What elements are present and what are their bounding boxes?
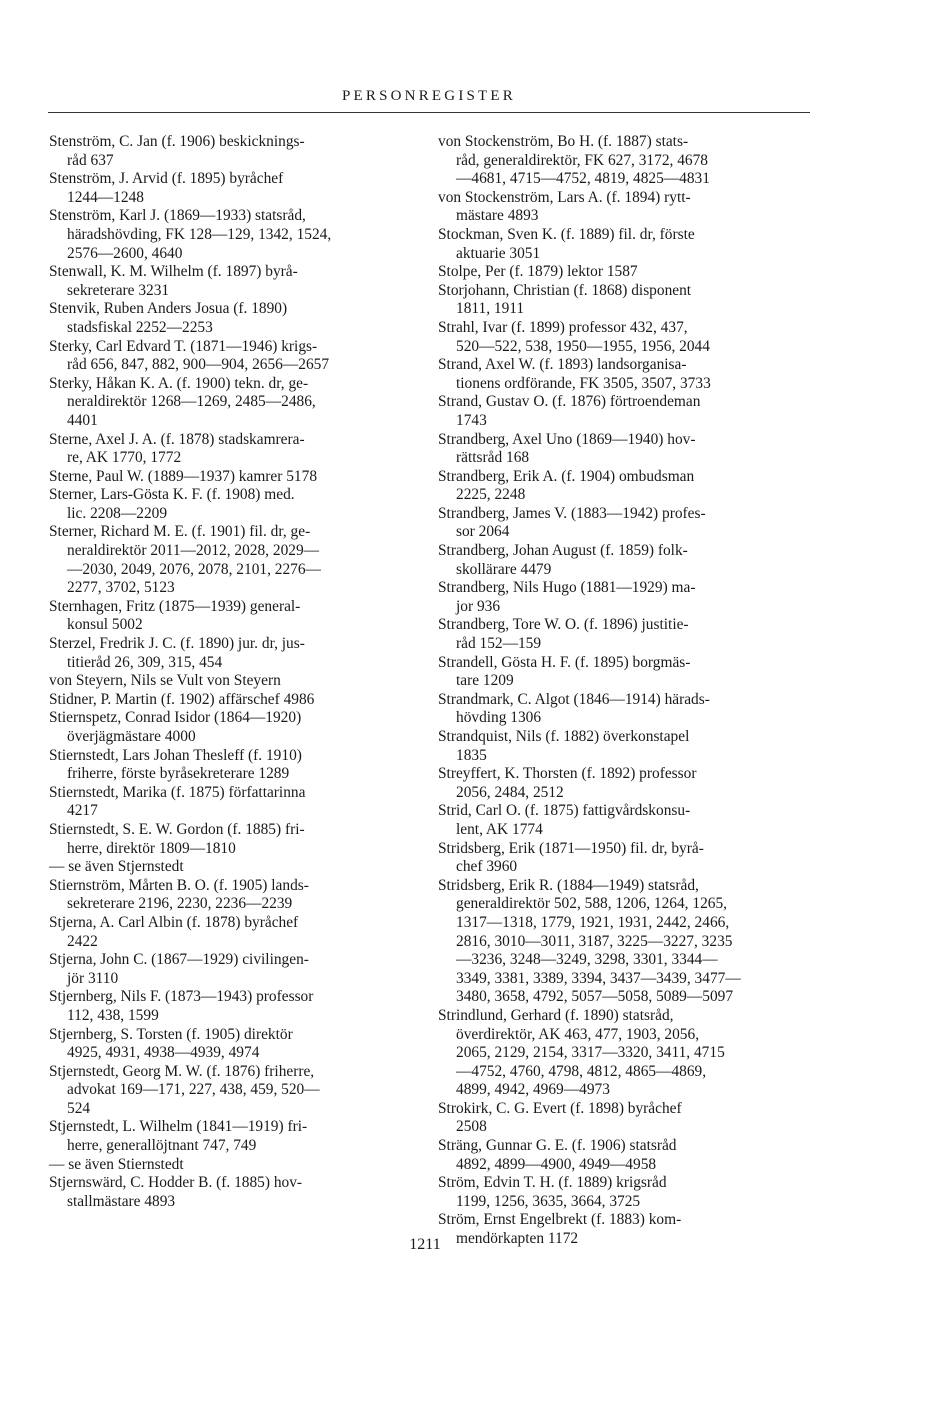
index-entry: Stridsberg, Erik R. (1884—1949) statsråd, generaldirektör 502, 588, 1206, 1264, 1265, 1317—1318, 1779, 1921, 1931, 2442, 2466, 2816, 3010—3011, 3187, 3225—3227, 3235 —3236, 3248—3249, 3298, 3301, 3344— 3349, 3381, 3389, 3394, 3437—3439, 3477— 3480, 3658, 4792, 5057—5058, 5089—5097 (438, 876, 741, 1006)
index-entry: von Stockenström, Bo H. (f. 1887) stats- råd, generaldirektör, FK 627, 3172, 4678 —4681, 4715—4752, 4819, 4825—4831 (438, 133, 710, 188)
index-entry: Stiernspetz, Conrad Isidor (1864—1920) överjägmästare 4000 (49, 709, 302, 745)
index-entry: Sterky, Håkan K. A. (f. 1900) tekn. dr, ge- neraldirektör 1268—1269, 2485—2486, 4401 (49, 374, 316, 429)
index-entry: Stjernstedt, L. Wilhelm (1841—1919) fri- herre, generallöjtnant 747, 749 (49, 1118, 308, 1155)
index-entry: Stjerna, A. Carl Albin (f. 1878) byråchef 2422 (49, 913, 299, 950)
index-entry: Strandberg, Nils Hugo (1881—1929) ma- jor 936 (438, 579, 696, 615)
index-entry: Stiernström, Mårten B. O. (f. 1905) lands- sekreterare 2196, 2230, 2236—2239 (49, 876, 309, 913)
index-entry: Sterne, Axel J. A. (f. 1878) stadskamrera- re, AK 1770, 1772 (49, 430, 305, 467)
index-entry: von Steyern, Nils se Vult von Steyern (49, 672, 281, 690)
index-entry: Storjohann, Christian (f. 1868) disponent 1811, 1911 (438, 281, 692, 318)
index-entry: Strandberg, Johan August (f. 1859) folk- skollärare 4479 (438, 542, 688, 578)
index-entry: Ström, Ernst Engelbrekt (f. 1883) kom- mendörkapten 1172 (438, 1211, 682, 1248)
index-entry: Stjernberg, Nils F. (1873—1943) professor 112, 438, 1599 (49, 988, 314, 1024)
index-entry: Strandell, Gösta H. F. (f. 1895) borgmäs- tare 1209 (438, 653, 691, 690)
index-entry: Stenwall, K. M. Wilhelm (f. 1897) byrå- sekreterare 3231 (49, 263, 298, 299)
index-entry: Strandmark, C. Algot (1846—1914) härads- hövding 1306 (438, 690, 710, 727)
index-entry: Strokirk, C. G. Evert (f. 1898) byråchef 2508 (438, 1099, 682, 1136)
page-number: 1211 (409, 1236, 441, 1253)
index-entry: Stenström, C. Jan (f. 1906) beskicknings- råd 637 (49, 133, 305, 169)
index-entry: Strahl, Ivar (f. 1899) professor 432, 437, 520—522, 538, 1950—1955, 1956, 2044 (438, 318, 710, 355)
index-entry: Stolpe, Per (f. 1879) lektor 1587 (438, 263, 638, 281)
index-entry: Stjernswärd, C. Hodder B. (f. 1885) hov- stallmästare 4893 (49, 1174, 303, 1210)
index-entry: Stjernberg, S. Torsten (f. 1905) direktör 4925, 4931, 4938—4939, 4974 (49, 1025, 293, 1062)
index-entry: Strandberg, Erik A. (f. 1904) ombudsman 2225, 2248 (438, 467, 695, 504)
index-entry: Stiernstedt, S. E. W. Gordon (f. 1885) fri- herre, direktör 1809—1810 (49, 820, 305, 857)
index-entry: Sternhagen, Fritz (1875—1939) general- konsul 5002 (49, 597, 301, 634)
index-entry: Stiernstedt, Marika (f. 1875) författarinna 4217 (49, 783, 306, 820)
index-entry: Strandberg, Tore W. O. (f. 1896) justitie- råd 152—159 (438, 616, 689, 653)
index-entry: Strid, Carl O. (f. 1875) fattigvårdskonsu- lent, AK 1774 (438, 802, 691, 838)
index-entry: Sterner, Richard M. E. (f. 1901) fil. dr, ge- neraldirektör 2011—2012, 2028, 2029— —2030, 2049, 2076, 2078, 2101, 2276— 2277, 3702, 5123 (49, 523, 321, 597)
index-entry: Stenström, Karl J. (1869—1933) statsråd, häradshövding, FK 128—129, 1342, 1524, 2576—2600, 4640 (49, 207, 332, 262)
index-entry: Strand, Gustav O. (f. 1876) förtroendeman 1743 (438, 393, 701, 429)
index-entry: Stiernstedt, Lars Johan Thesleff (f. 1910) friherre, förste byråsekreterare 1289 (49, 746, 302, 783)
index-entry: Sterner, Lars-Gösta K. F. (f. 1908) med. lic. 2208—2209 (49, 486, 295, 522)
index-entry: Stjernstedt, Georg M. W. (f. 1876) friherre, advokat 169—171, 227, 438, 459, 520— 524 (49, 1062, 320, 1117)
index-entry: Strandberg, James V. (1883—1942) profes- sor 2064 (438, 504, 706, 541)
index-entry: Stenvik, Ruben Anders Josua (f. 1890) stadsfiskal 2252—2253 (49, 300, 288, 336)
index-entry: Strand, Axel W. (f. 1893) landsorganisa- tionens ordförande, FK 3505, 3507, 3733 (438, 356, 711, 392)
index-entry: Stjerna, John C. (1867—1929) civilingen- jör 3110 (49, 951, 309, 987)
index-entry: Streyffert, K. Thorsten (f. 1892) professor 2056, 2484, 2512 (438, 765, 697, 801)
index-entry: Ström, Edvin T. H. (f. 1889) krigsråd 1199, 1256, 3635, 3664, 3725 (438, 1174, 667, 1210)
index-entry: Sterne, Paul W. (1889—1937) kamrer 5178 (49, 467, 318, 485)
index-entry: Sterzel, Fredrik J. C. (f. 1890) jur. dr, jus- titieråd 26, 309, 315, 454 (49, 635, 305, 671)
running-header: PERSONREGISTER (342, 88, 516, 104)
index-entry: Strindlund, Gerhard (f. 1890) statsråd, överdirektör, AK 463, 477, 1903, 2056, 2065, 2129, 2154, 3317—3320, 3411, 4715 —4752, 4760, 4798, 4812, 4865—4869, 4899, 4942, 4969—4973 (438, 1006, 725, 1099)
cross-reference: — se även Stjernstedt (49, 858, 184, 876)
index-entry: Stockman, Sven K. (f. 1889) fil. dr, förste aktuarie 3051 (438, 225, 695, 262)
index-entry: Stidner, P. Martin (f. 1902) affärschef 4986 (49, 690, 315, 708)
index-entry: Stridsberg, Erik (1871—1950) fil. dr, byrå- chef 3960 (438, 839, 704, 876)
left-column (49, 133, 409, 1211)
index-entry: Strandquist, Nils (f. 1882) överkonstapel 1835 (438, 728, 690, 764)
index-entry: Sträng, Gunnar G. E. (f. 1906) statsråd 4892, 4899—4900, 4949—4958 (438, 1137, 677, 1173)
index-entry: Strandberg, Axel Uno (1869—1940) hov- rättsråd 168 (438, 430, 696, 467)
header-rule (48, 112, 810, 113)
index-entry: Sterky, Carl Edvard T. (1871—1946) krigs- råd 656, 847, 882, 900—904, 2656—2657 (49, 337, 330, 374)
right-column (438, 133, 799, 1249)
index-entry: von Stockenström, Lars A. (f. 1894) rytt- mästare 4893 (438, 188, 691, 225)
index-entry: Stenström, J. Arvid (f. 1895) byråchef 1244—1248 (49, 170, 284, 206)
cross-reference: — se även Stiernstedt (49, 1155, 184, 1173)
